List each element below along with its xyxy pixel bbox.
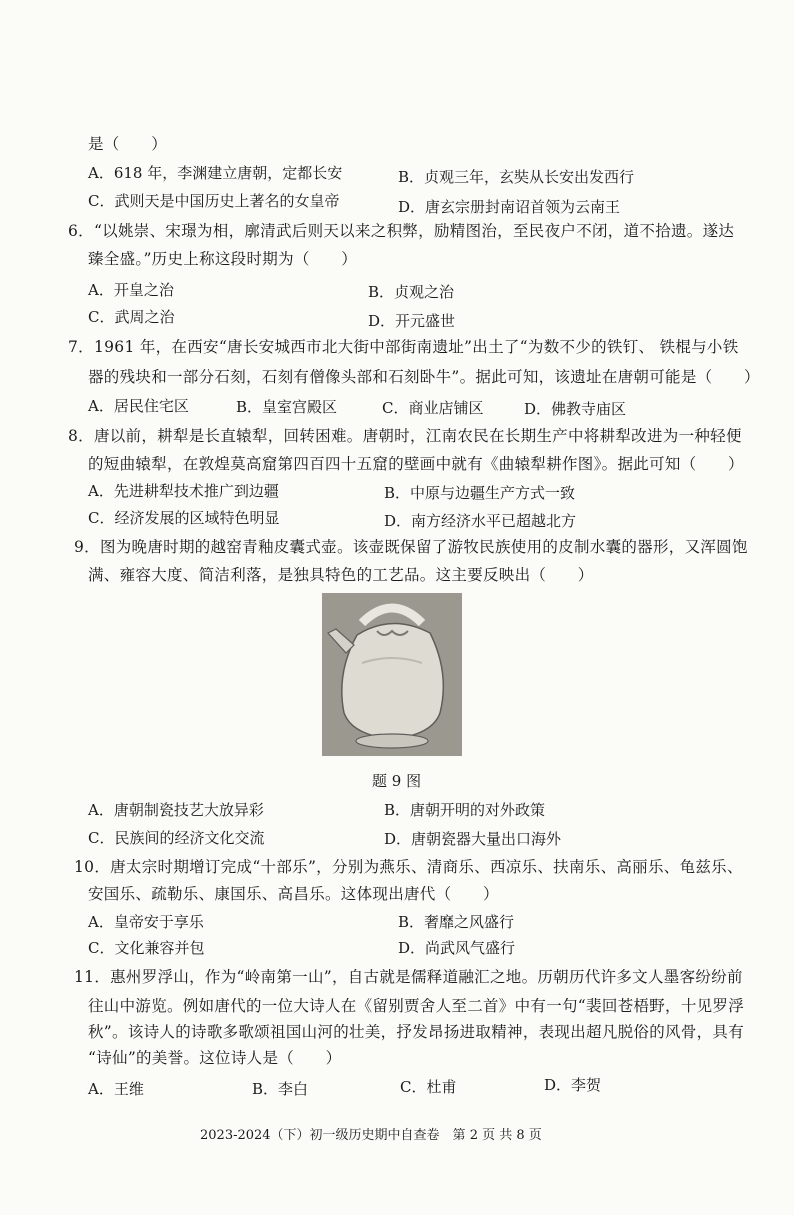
q11-option-c: C．杜甫: [400, 1078, 457, 1096]
q10-option-d: D．尚武风气盛行: [398, 939, 516, 957]
q6-option-a: A．开皇之治: [88, 281, 174, 299]
page-footer: 2023-2024（下）初一级历史期中自查卷 第 2 页 共 8 页: [200, 1128, 542, 1143]
q10-stem-line1: 10．唐太宗时期增订完成“十部乐”，分别为燕乐、清商乐、西凉乐、扶南乐、高丽乐、龟兹乐、: [74, 858, 743, 876]
q7-stem-line2: 器的残块和一部分石刻，石刻有僧像头部和石刻卧牛”。据此可知，该遗址在唐朝可能是（ ）: [88, 368, 760, 386]
q10-option-b: B．奢靡之风盛行: [398, 913, 515, 931]
q9-figure-caption: 题 9 图: [372, 772, 422, 790]
q7-option-a: A．居民住宅区: [88, 397, 189, 415]
q7-option-c: C．商业店铺区: [382, 399, 484, 417]
q6-option-b: B．贞观之治: [368, 283, 455, 301]
q11-option-b: B．李白: [252, 1080, 309, 1098]
q5-option-d: D．唐玄宗册封南诏首领为云南王: [398, 198, 621, 216]
q6-option-d: D．开元盛世: [368, 312, 456, 330]
q9-vessel-photo: [322, 593, 462, 756]
q7-option-d: D．佛教寺庙区: [524, 400, 627, 418]
q7-option-b: B．皇室宫殿区: [236, 398, 338, 416]
q6-stem-line1: 6．“以姚崇、宋璟为相，廓清武后则天以来之积弊，励精图治，至民夜户不闭，道不拾遗。遂达: [68, 222, 735, 240]
q9-option-d: D．唐朝瓷器大量出口海外: [384, 830, 562, 848]
q5-tail: 是（ ）: [88, 135, 168, 153]
q9-stem-line2: 满、雍容大度、简洁利落，是独具特色的工艺品。这主要反映出（ ）: [88, 566, 594, 584]
q11-stem-line3: 秋”。该诗人的诗歌多歌颂祖国山河的壮美，抒发昂扬进取精神，表现出超凡脱俗的风骨，具有: [88, 1023, 745, 1041]
q9-stem-line1: 9．图为晚唐时期的越窑青釉皮囊式壶。该壶既保留了游牧民族使用的皮制水囊的器形，又浑圆饱: [74, 538, 748, 556]
q10-option-a: A．皇帝安于享乐: [88, 913, 204, 931]
q9-option-c: C．民族间的经济文化交流: [88, 829, 265, 847]
q5-option-b: B．贞观三年，玄奘从长安出发西行: [398, 168, 635, 186]
ewer-illustration: [322, 593, 462, 756]
q8-stem-line2: 的短曲辕犁，在敦煌莫高窟第四百四十五窟的壁画中就有《曲辕犁耕作图》。据此可知（ ）: [88, 455, 744, 473]
q7-stem-line1: 7．1961 年，在西安“唐长安城西市北大街中部街南遗址”出土了“为数不少的铁钉、 铁棍与小铁: [68, 338, 739, 356]
q10-option-c: C．文化兼容并包: [88, 939, 205, 957]
q10-stem-line2: 安国乐、疏勒乐、康国乐、高昌乐。这体现出唐代（ ）: [88, 885, 499, 903]
q9-option-a: A．唐朝制瓷技艺大放异彩: [88, 801, 264, 819]
q5-option-a: A．618 年，李渊建立唐朝，定都长安: [88, 164, 343, 182]
q11-stem-line2: 往山中游览。例如唐代的一位大诗人在《留别贾舍人至二首》中有一句“裴回苍梧野，十见罗浮: [88, 997, 745, 1015]
q6-stem-line2: 臻全盛。”历史上称这段时期为（ ）: [88, 250, 358, 268]
q11-option-d: D．李贺: [544, 1076, 602, 1094]
q8-stem-line1: 8．唐以前，耕犁是长直辕犁，回转困难。唐朝时，江南农民在长期生产中将耕犁改进为一种轻便: [68, 427, 742, 445]
q8-option-d: D．南方经济水平已超越北方: [384, 512, 577, 530]
q11-stem-line4: “诗仙”的美誉。这位诗人是（ ）: [88, 1049, 342, 1067]
q6-option-c: C．武周之治: [88, 308, 175, 326]
q8-option-b: B．中原与边疆生产方式一致: [384, 484, 576, 502]
q11-stem-line1: 11．惠州罗浮山，作为“岭南第一山”，自古就是儒释道融汇之地。历朝历代许多文人墨客纷纷前: [74, 968, 743, 986]
q8-option-c: C．经济发展的区域特色明显: [88, 509, 280, 527]
q5-option-c: C．武则天是中国历史上著名的女皇帝: [88, 192, 340, 210]
q9-option-b: B．唐朝开明的对外政策: [384, 801, 546, 819]
q8-option-a: A．先进耕犁技术推广到边疆: [88, 482, 279, 500]
q11-option-a: A．王维: [88, 1080, 144, 1098]
